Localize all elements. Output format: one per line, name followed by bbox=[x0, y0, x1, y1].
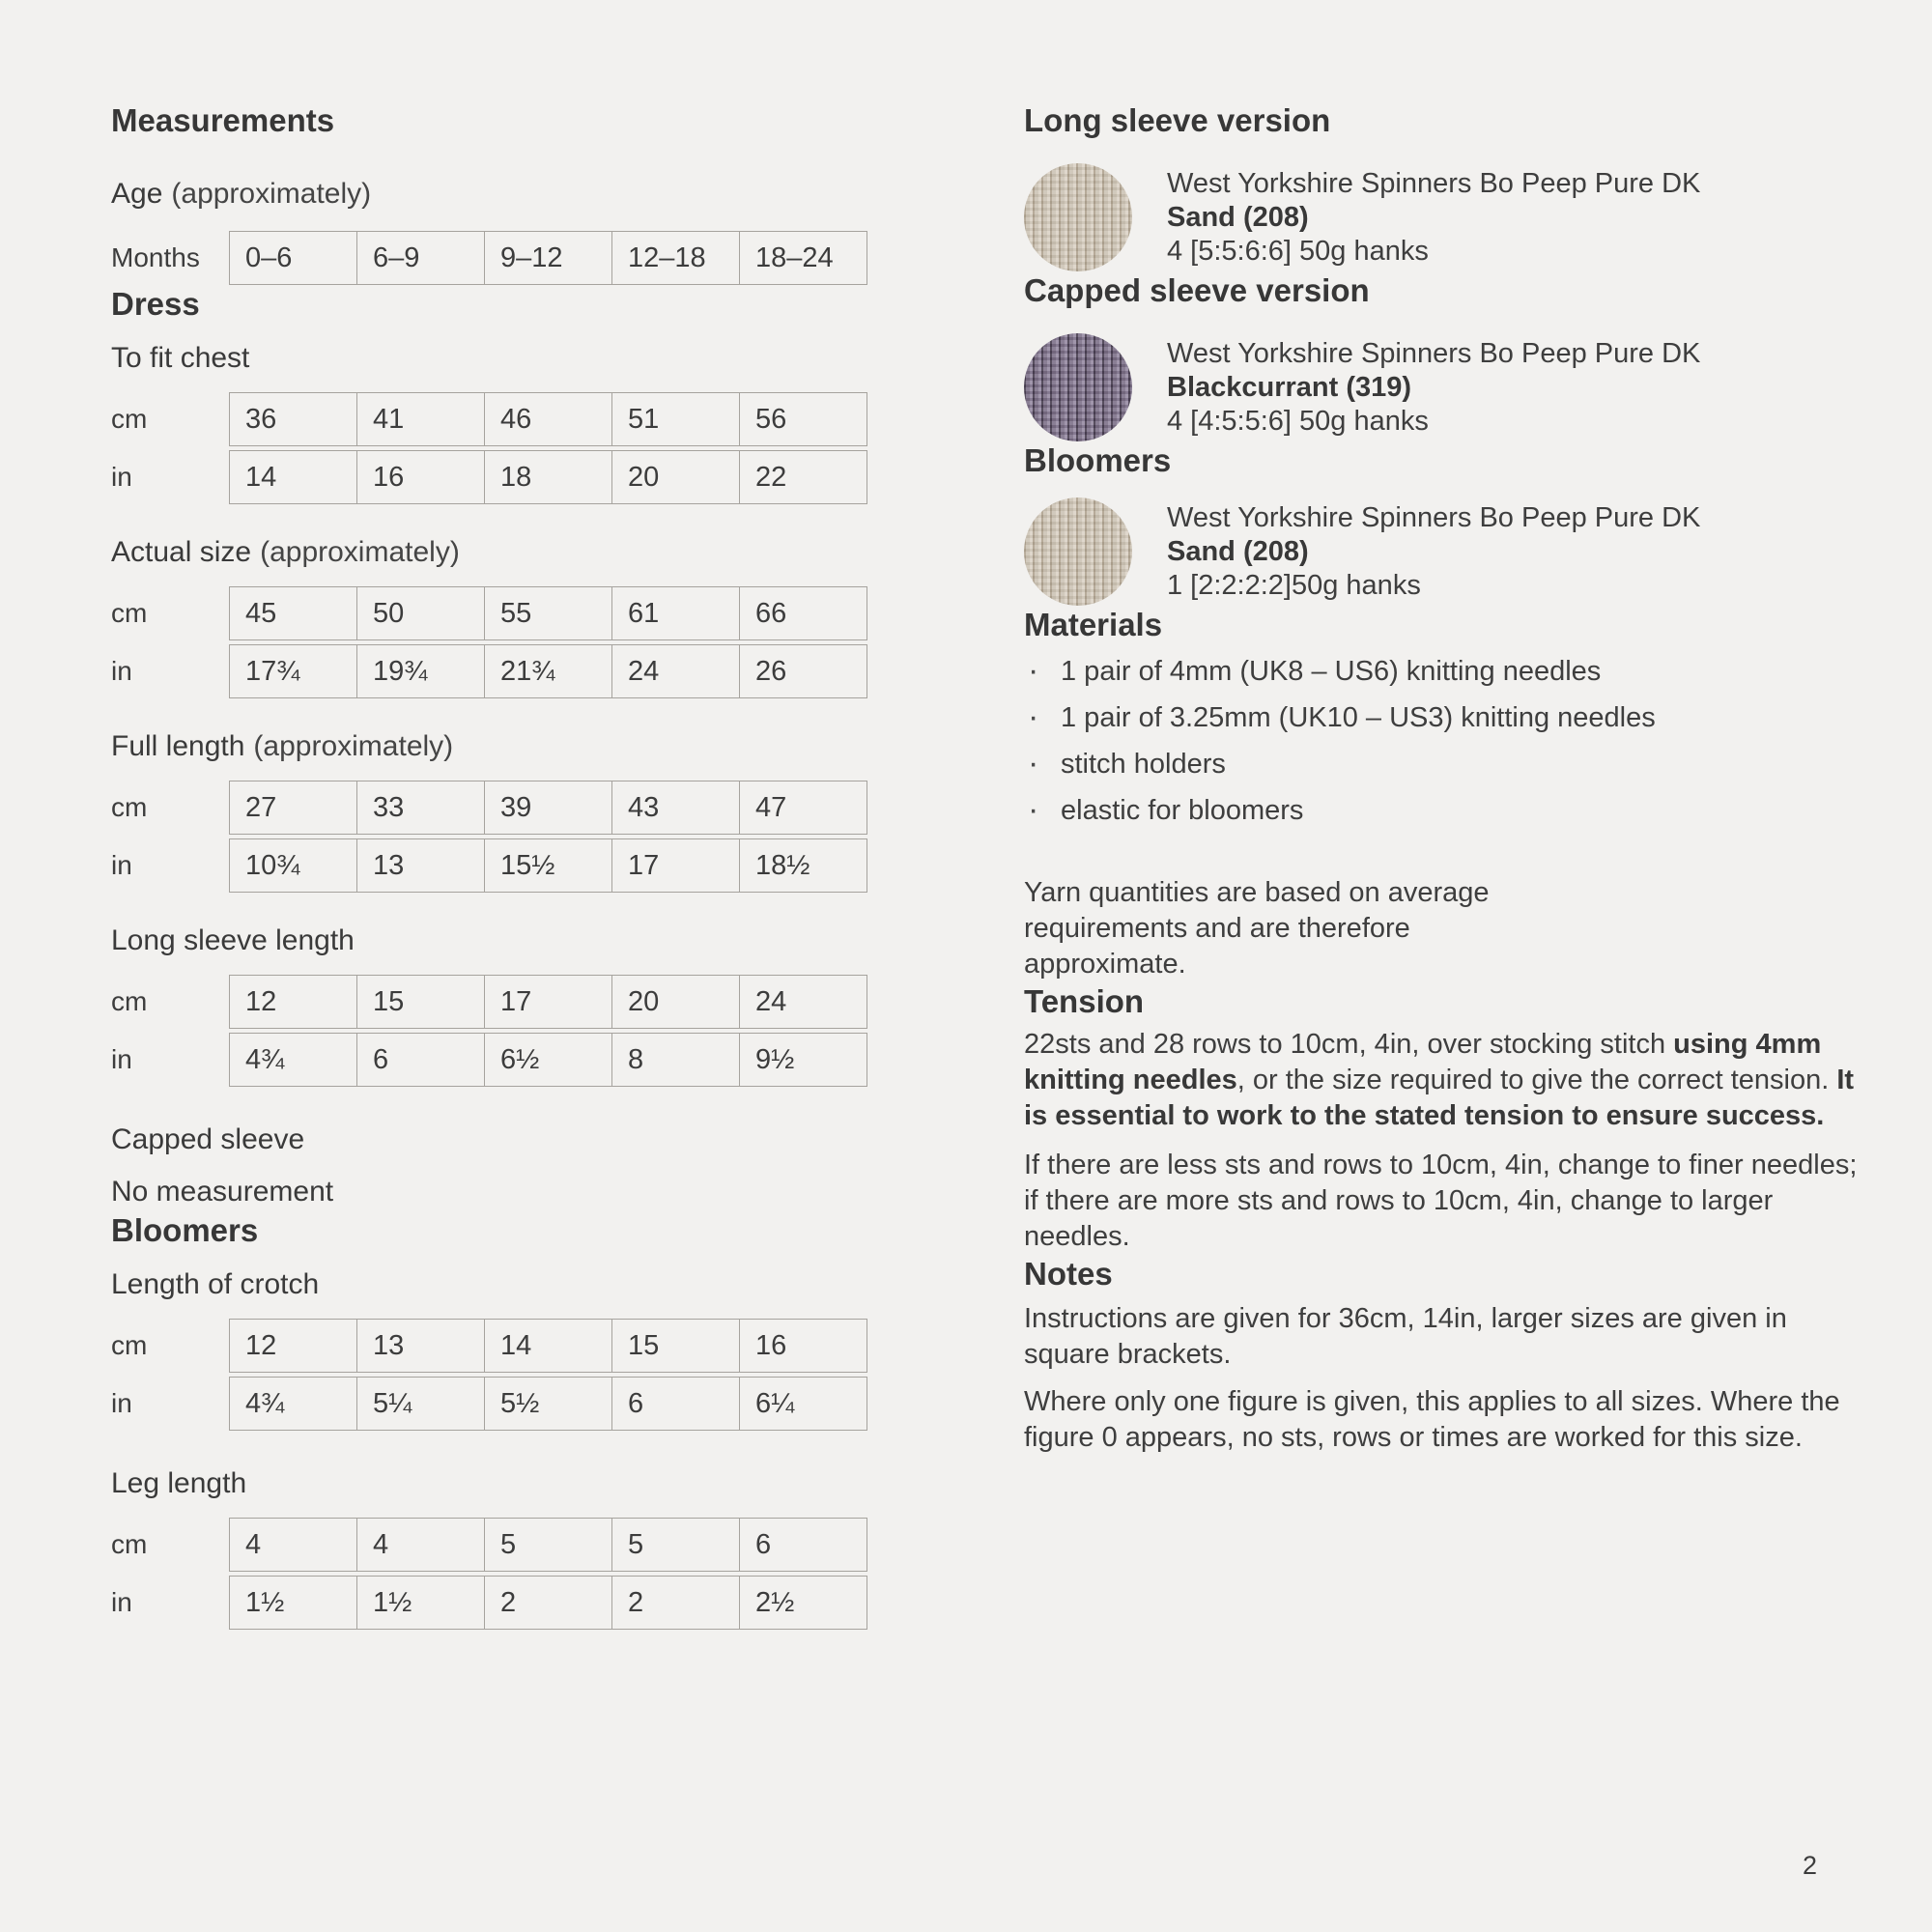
sand-yarn-swatch bbox=[1024, 163, 1132, 271]
measurement-cell: 16 bbox=[356, 450, 485, 504]
yarn-quantities-note: Yarn quantities are based on average requirements and are therefore approximate. bbox=[1024, 877, 1490, 980]
measurement-cell: 47 bbox=[739, 781, 867, 835]
sub-label: Full length bbox=[111, 730, 245, 762]
bloomers-yarn-title: Bloomers bbox=[1024, 442, 1172, 478]
row-cells bbox=[229, 1033, 867, 1087]
capped-sleeve-version-title: Capped sleeve version bbox=[1024, 272, 1370, 308]
yarn-info-capped-sleeve bbox=[1024, 333, 1884, 441]
sub-label-suffix: (approximately) bbox=[260, 536, 460, 568]
measurement-cell: 9½ bbox=[739, 1033, 867, 1087]
yarn-quantity: 1 [2:2:2:2]50g hanks bbox=[1167, 569, 1421, 601]
measurement-cell: 17 bbox=[484, 975, 612, 1029]
measurement-cell: 24 bbox=[611, 644, 740, 698]
row-cells bbox=[229, 450, 867, 504]
row-cells bbox=[229, 975, 867, 1029]
blackcurrant-yarn-swatch bbox=[1024, 333, 1132, 441]
row-unit-label: in bbox=[111, 1587, 132, 1617]
row-cells bbox=[229, 781, 867, 835]
materials-item bbox=[1024, 654, 1884, 690]
row-unit-label: cm bbox=[111, 1330, 148, 1360]
long-sleeve-length-label bbox=[111, 922, 889, 960]
measurement-cell: 27 bbox=[229, 781, 357, 835]
text-segment: , or the size required to give the correct tension. bbox=[1236, 1065, 1837, 1095]
measurement-row bbox=[111, 644, 889, 698]
to-fit-chest-label bbox=[111, 339, 889, 378]
length-of-crotch-label bbox=[111, 1265, 889, 1304]
measurement-cell: 26 bbox=[739, 644, 867, 698]
yarn-quantity: 4 [4:5:5:6] 50g hanks bbox=[1167, 405, 1429, 437]
sub-label: Long sleeve length bbox=[111, 924, 355, 956]
yarn-shade: Sand (208) bbox=[1167, 201, 1309, 233]
yarn-info-long-sleeve bbox=[1024, 163, 1884, 271]
notes-paragraph-2: Where only one figure is given, this applies to all sizes. Where the figure 0 appears, no sts, rows or times are worked for this size. bbox=[1024, 1386, 1840, 1453]
sub-label: Actual size bbox=[111, 536, 252, 568]
yarn-details bbox=[1167, 337, 1700, 439]
age-label-suffix: (approximately) bbox=[171, 178, 372, 210]
measurement-cell: 5 bbox=[484, 1518, 612, 1572]
measurement-cell: 0–6 bbox=[229, 231, 357, 285]
age-table bbox=[111, 231, 889, 285]
page-number: 2 bbox=[1803, 1851, 1818, 1880]
materials-item-text: 1 pair of 3.25mm (UK10 – US3) knitting needles bbox=[1061, 702, 1656, 733]
tension-paragraph-2: If there are less sts and rows to 10cm, 4in, change to finer needles; if there are more sts and rows to 10cm, 4in, change to larger needles. bbox=[1024, 1150, 1858, 1252]
measurement-cell: 1½ bbox=[229, 1576, 357, 1630]
row-unit-label: cm bbox=[111, 1529, 148, 1559]
measurement-cell: 2 bbox=[484, 1576, 612, 1630]
measurement-row bbox=[111, 1319, 889, 1373]
measurement-cell: 5¼ bbox=[356, 1377, 485, 1431]
yarn-info-bloomers bbox=[1024, 497, 1884, 606]
measurement-row bbox=[111, 975, 889, 1029]
row-cells bbox=[229, 1576, 867, 1630]
measurement-cell: 12 bbox=[229, 975, 357, 1029]
measurement-cell: 36 bbox=[229, 392, 357, 446]
full-length-label bbox=[111, 727, 889, 766]
measurement-cell: 19¾ bbox=[356, 644, 485, 698]
sub-label-suffix: (approximately) bbox=[253, 730, 454, 762]
measurement-cell: 18 bbox=[484, 450, 612, 504]
measurement-cell: 14 bbox=[229, 450, 357, 504]
yarn-details bbox=[1167, 167, 1700, 269]
sub-label: Length of crotch bbox=[111, 1268, 320, 1300]
measurements-column bbox=[111, 101, 889, 1630]
measurements-title: Measurements bbox=[111, 102, 335, 138]
measurement-cell: 56 bbox=[739, 392, 867, 446]
row-unit-label: Months bbox=[111, 242, 200, 272]
measurement-cell: 6½ bbox=[484, 1033, 612, 1087]
measurement-row bbox=[111, 781, 889, 835]
materials-item-text: stitch holders bbox=[1061, 749, 1226, 780]
measurement-cell: 21¾ bbox=[484, 644, 612, 698]
row-cells bbox=[229, 586, 867, 640]
leg-length-label bbox=[111, 1464, 889, 1503]
measurement-cell: 55 bbox=[484, 586, 612, 640]
row-unit-label: in bbox=[111, 1388, 132, 1418]
notes-title: Notes bbox=[1024, 1256, 1113, 1292]
materials-item bbox=[1024, 747, 1884, 782]
measurement-row bbox=[111, 1576, 889, 1630]
measurement-cell: 6 bbox=[739, 1518, 867, 1572]
measurement-cell: 61 bbox=[611, 586, 740, 640]
measurement-cell: 10¾ bbox=[229, 838, 357, 893]
materials-item-text: elastic for bloomers bbox=[1061, 795, 1304, 826]
capped-sleeve-label: Capped sleeve bbox=[111, 1123, 305, 1155]
measurement-cell: 45 bbox=[229, 586, 357, 640]
row-unit-label: in bbox=[111, 462, 132, 492]
measurement-cell: 4¾ bbox=[229, 1033, 357, 1087]
measurement-cell: 18½ bbox=[739, 838, 867, 893]
measurement-cell: 6 bbox=[356, 1033, 485, 1087]
measurement-cell: 4 bbox=[356, 1518, 485, 1572]
long-sleeve-version-title: Long sleeve version bbox=[1024, 102, 1331, 138]
yarn-brand: West Yorkshire Spinners Bo Peep Pure DK bbox=[1167, 501, 1701, 533]
measurement-cell: 41 bbox=[356, 392, 485, 446]
row-unit-label: in bbox=[111, 1044, 132, 1074]
measurement-cell: 6¼ bbox=[739, 1377, 867, 1431]
measurement-row bbox=[111, 1033, 889, 1087]
row-cells bbox=[229, 392, 867, 446]
measurement-cell: 12 bbox=[229, 1319, 357, 1373]
measurement-cell: 14 bbox=[484, 1319, 612, 1373]
measurement-cell: 4 bbox=[229, 1518, 357, 1572]
yarn-brand: West Yorkshire Spinners Bo Peep Pure DK bbox=[1167, 337, 1701, 369]
yarn-quantity: 4 [5:5:6:6] 50g hanks bbox=[1167, 235, 1429, 267]
materials-column bbox=[1024, 101, 1884, 1456]
measurement-cell: 50 bbox=[356, 586, 485, 640]
row-cells bbox=[229, 1377, 867, 1431]
sub-label: To fit chest bbox=[111, 342, 250, 374]
measurement-row bbox=[111, 392, 889, 446]
measurement-cell: 15 bbox=[611, 1319, 740, 1373]
measurement-cell: 46 bbox=[484, 392, 612, 446]
actual-size-table bbox=[111, 586, 889, 698]
measurement-cell: 18–24 bbox=[739, 231, 867, 285]
row-cells bbox=[229, 1319, 867, 1373]
materials-item-text: 1 pair of 4mm (UK8 – US6) knitting needles bbox=[1061, 656, 1602, 687]
row-unit-label: in bbox=[111, 850, 132, 880]
measurement-cell: 12–18 bbox=[611, 231, 740, 285]
measurement-row bbox=[111, 231, 889, 285]
materials-item bbox=[1024, 793, 1884, 829]
measurement-cell: 5 bbox=[611, 1518, 740, 1572]
tension-title: Tension bbox=[1024, 983, 1145, 1019]
long-sleeve-length-table bbox=[111, 975, 889, 1087]
measurement-cell: 13 bbox=[356, 1319, 485, 1373]
text-segment: 22sts and 28 rows to 10cm, 4in, over stocking stitch bbox=[1024, 1029, 1674, 1060]
row-cells bbox=[229, 231, 867, 285]
measurement-row bbox=[111, 586, 889, 640]
measurement-cell: 20 bbox=[611, 450, 740, 504]
to-fit-chest-table bbox=[111, 392, 889, 504]
row-cells bbox=[229, 1518, 867, 1572]
text-segment: using 4mm knitting needles bbox=[1024, 1029, 1822, 1095]
notes-paragraph-1: Instructions are given for 36cm, 14in, larger sizes are given in square brackets. bbox=[1024, 1303, 1787, 1370]
age-label: Age bbox=[111, 178, 163, 210]
row-unit-label: cm bbox=[111, 404, 148, 434]
actual-size-label bbox=[111, 533, 889, 572]
measurement-cell: 13 bbox=[356, 838, 485, 893]
measurement-row bbox=[111, 1377, 889, 1431]
measurement-cell: 16 bbox=[739, 1319, 867, 1373]
measurement-cell: 66 bbox=[739, 586, 867, 640]
materials-list bbox=[1024, 654, 1884, 829]
measurement-cell: 8 bbox=[611, 1033, 740, 1087]
measurement-row bbox=[111, 838, 889, 893]
dress-title: Dress bbox=[111, 286, 200, 322]
measurement-cell: 4¾ bbox=[229, 1377, 357, 1431]
measurement-cell: 51 bbox=[611, 392, 740, 446]
age-label-line bbox=[111, 175, 889, 213]
measurement-cell: 24 bbox=[739, 975, 867, 1029]
measurement-cell: 6–9 bbox=[356, 231, 485, 285]
measurement-cell: 15½ bbox=[484, 838, 612, 893]
text-segment: It is essential to work to the stated tension to ensure success. bbox=[1024, 1065, 1855, 1131]
row-cells bbox=[229, 838, 867, 893]
measurement-row bbox=[111, 1518, 889, 1572]
tension-paragraph-1 bbox=[1024, 1027, 1874, 1134]
yarn-shade: Blackcurrant (319) bbox=[1167, 371, 1412, 403]
row-cells bbox=[229, 644, 867, 698]
full-length-table bbox=[111, 781, 889, 893]
measurement-cell: 39 bbox=[484, 781, 612, 835]
measurement-cell: 2½ bbox=[739, 1576, 867, 1630]
row-unit-label: cm bbox=[111, 792, 148, 822]
bloomers-measurements-title: Bloomers bbox=[111, 1212, 259, 1248]
materials-item bbox=[1024, 700, 1884, 736]
sub-label: Leg length bbox=[111, 1467, 247, 1499]
materials-title: Materials bbox=[1024, 607, 1163, 642]
measurement-cell: 20 bbox=[611, 975, 740, 1029]
measurement-cell: 9–12 bbox=[484, 231, 612, 285]
measurement-cell: 33 bbox=[356, 781, 485, 835]
measurement-cell: 17¾ bbox=[229, 644, 357, 698]
measurement-cell: 17 bbox=[611, 838, 740, 893]
measurement-cell: 43 bbox=[611, 781, 740, 835]
measurement-cell: 1½ bbox=[356, 1576, 485, 1630]
leg-length-table bbox=[111, 1518, 889, 1630]
measurement-row bbox=[111, 450, 889, 504]
yarn-brand: West Yorkshire Spinners Bo Peep Pure DK bbox=[1167, 167, 1701, 199]
length-of-crotch-table bbox=[111, 1319, 889, 1431]
sand-yarn-swatch bbox=[1024, 497, 1132, 606]
row-unit-label: cm bbox=[111, 986, 148, 1016]
row-unit-label: in bbox=[111, 656, 132, 686]
measurement-cell: 22 bbox=[739, 450, 867, 504]
measurement-cell: 15 bbox=[356, 975, 485, 1029]
capped-sleeve-value: No measurement bbox=[111, 1176, 334, 1208]
yarn-shade: Sand (208) bbox=[1167, 535, 1309, 567]
row-unit-label: cm bbox=[111, 598, 148, 628]
measurement-cell: 2 bbox=[611, 1576, 740, 1630]
measurement-cell: 6 bbox=[611, 1377, 740, 1431]
measurement-cell: 5½ bbox=[484, 1377, 612, 1431]
yarn-details bbox=[1167, 501, 1700, 603]
